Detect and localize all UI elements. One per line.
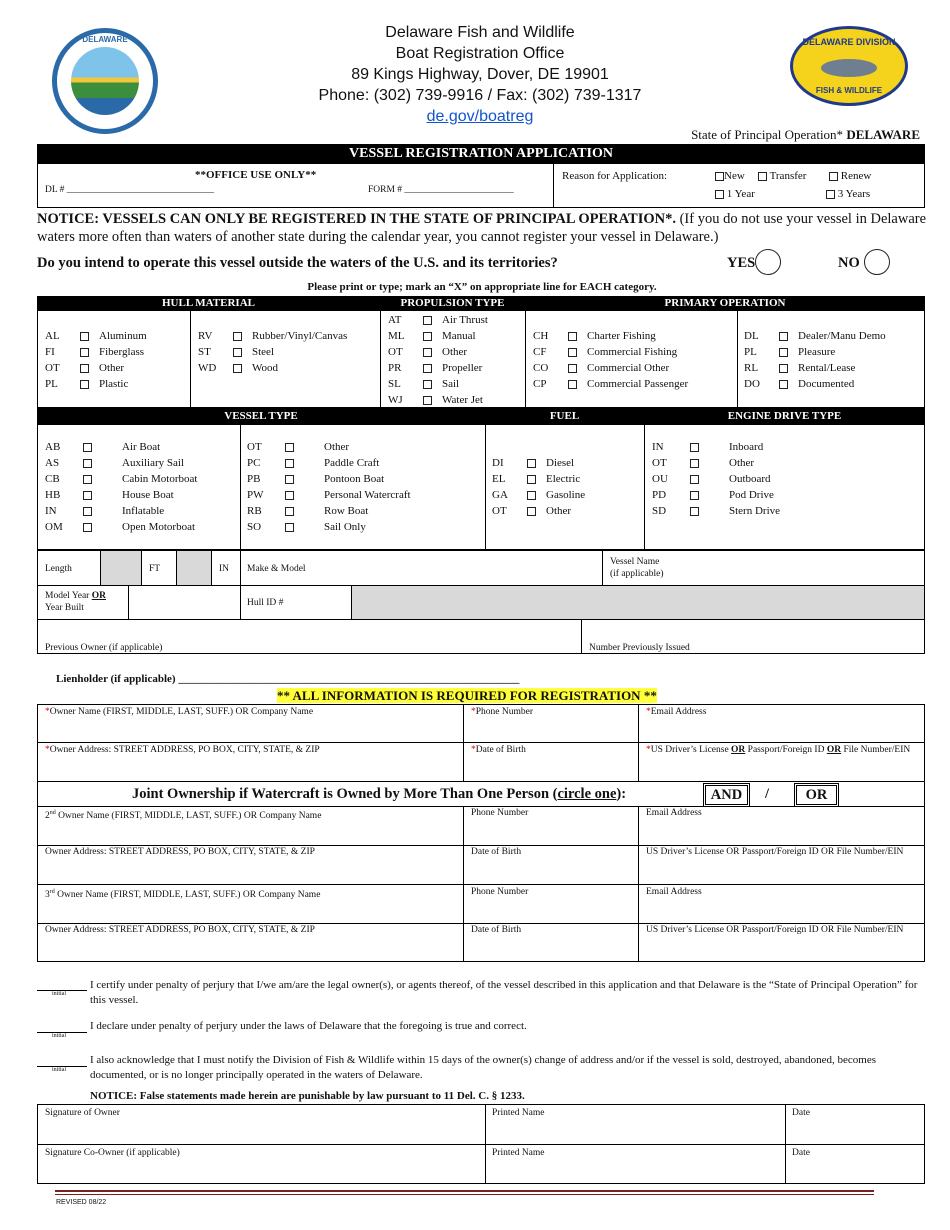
- reason-transfer[interactable]: Transfer: [758, 170, 806, 182]
- option-st[interactable]: ST Steel: [198, 346, 274, 358]
- option-ot[interactable]: OT Other: [45, 362, 125, 374]
- hull-id-input[interactable]: [351, 586, 924, 619]
- or-option[interactable]: OR: [794, 783, 839, 807]
- form-title: VESSEL REGISTRATION APPLICATION: [37, 144, 925, 164]
- in-label: IN: [219, 564, 230, 574]
- dl-field[interactable]: DL # _______________________________: [45, 185, 215, 195]
- checkbox-icon[interactable]: [715, 172, 724, 181]
- option-as[interactable]: AS Auxiliary Sail: [45, 457, 185, 469]
- option-pc[interactable]: PC Paddle Craft: [247, 457, 380, 469]
- checkbox-icon[interactable]: [285, 459, 294, 468]
- option-wd[interactable]: WD Wood: [198, 362, 279, 374]
- checkbox-icon[interactable]: [83, 523, 92, 532]
- operation-list-1: [533, 328, 688, 392]
- no-label: NO: [838, 255, 860, 271]
- owner-name-label: *Owner Name (FIRST, MIDDLE, LAST, SUFF.) OR Company Name: [45, 707, 314, 717]
- fish-icon: [821, 59, 877, 77]
- option-co[interactable]: CO Commercial Other: [533, 362, 670, 374]
- option-ml[interactable]: ML Manual: [388, 330, 476, 342]
- form-field[interactable]: FORM # _______________________: [368, 185, 514, 195]
- checkbox-icon[interactable]: [779, 364, 788, 373]
- checkbox-icon[interactable]: [423, 396, 432, 405]
- checkbox-icon[interactable]: [285, 523, 294, 532]
- initial-label-1: initial: [52, 991, 66, 997]
- declare-statement: I declare under penalty of perjury under the laws of Delaware that the foregoing is true and correct.: [90, 1020, 527, 1032]
- hull-list-2: [198, 328, 347, 376]
- owner3-license-label: US Driver’s License OR Passport/Foreign ID OR File Number/EIN: [646, 925, 904, 935]
- propulsion-header: PROPULSION TYPE: [380, 296, 525, 311]
- checkbox-icon[interactable]: [690, 459, 699, 468]
- initial-label-2: initial: [52, 1033, 66, 1039]
- engine-drive-header: ENGINE DRIVE TYPE: [644, 408, 925, 425]
- checkbox-icon[interactable]: [690, 491, 699, 500]
- office-use-title: **OFFICE USE ONLY**: [195, 169, 317, 181]
- revised-date: REVISED 08/22: [56, 1199, 107, 1206]
- checkbox-icon[interactable]: [690, 507, 699, 516]
- option-pb[interactable]: PB Pontoon Boat: [247, 473, 385, 485]
- previous-owner-label: Previous Owner (if applicable): [45, 643, 163, 653]
- checkbox-icon[interactable]: [829, 172, 838, 181]
- option-di[interactable]: DI Diesel: [492, 457, 575, 469]
- checkbox-icon[interactable]: [233, 332, 242, 341]
- engine-list: [652, 439, 780, 519]
- option-in[interactable]: IN Inflatable: [45, 505, 165, 517]
- reason-3-years[interactable]: 3 Years: [826, 188, 870, 200]
- checkbox-icon[interactable]: [233, 364, 242, 373]
- reason-renew[interactable]: Renew: [829, 170, 871, 182]
- owner2-address-label: Owner Address: STREET ADDRESS, PO BOX, CITY, STATE, & ZIP: [45, 847, 315, 857]
- required-banner: ** ALL INFORMATION IS REQUIRED FOR REGISTRATION **: [277, 688, 657, 703]
- coowner-signature-label[interactable]: Signature Co-Owner (if applicable): [45, 1148, 180, 1158]
- owner2-name-label: 2nd Owner Name (FIRST, MIDDLE, LAST, SUFF.) OR Company Name: [45, 810, 322, 822]
- checkbox-icon[interactable]: [285, 443, 294, 452]
- option-cb[interactable]: CB Cabin Motorboat: [45, 473, 198, 485]
- yes-circle[interactable]: [755, 249, 781, 275]
- no-circle[interactable]: [864, 249, 890, 275]
- checkbox-icon[interactable]: [715, 190, 724, 199]
- checkbox-icon[interactable]: [80, 348, 89, 357]
- checkbox-icon[interactable]: [779, 380, 788, 389]
- office-header: [280, 22, 680, 127]
- false-statement-notice: NOTICE: False statements made herein are punishable by law pursuant to 11 Del. C. § 1233.: [90, 1090, 525, 1102]
- option-ot[interactable]: OT Other: [247, 441, 350, 453]
- checkbox-icon[interactable]: [83, 459, 92, 468]
- checkbox-icon[interactable]: [527, 507, 536, 516]
- hull-material-header: HULL MATERIAL: [37, 296, 380, 311]
- checkbox-icon[interactable]: [527, 475, 536, 484]
- boatreg-link[interactable]: de.gov/boatreg: [426, 108, 534, 125]
- option-pd[interactable]: PD Pod Drive: [652, 489, 774, 501]
- checkbox-icon[interactable]: [568, 380, 577, 389]
- vessel-type-list-2: [247, 439, 411, 535]
- option-fi[interactable]: FI Fiberglass: [45, 346, 145, 358]
- fuel-header: FUEL: [485, 408, 644, 425]
- option-sd[interactable]: SD Stern Drive: [652, 505, 781, 517]
- owner2-dob-label: Date of Birth: [471, 847, 522, 857]
- checkbox-icon[interactable]: [779, 332, 788, 341]
- checkbox-icon[interactable]: [758, 172, 767, 181]
- option-wj[interactable]: WJ Water Jet: [388, 394, 483, 406]
- checkbox-icon[interactable]: [83, 443, 92, 452]
- option-sl[interactable]: SL Sail: [388, 378, 460, 390]
- checkbox-icon[interactable]: [233, 348, 242, 357]
- yes-label: YES: [727, 255, 756, 271]
- option-pl[interactable]: PL Pleasure: [744, 346, 836, 358]
- option-ot[interactable]: OT Other: [652, 457, 755, 469]
- notice: NOTICE: VESSELS CAN ONLY BE REGISTERED IN THE STATE OF PRINCIPAL OPERATION*. (If you do not use your vessel in Delaware waters more often than waters of another state during the calendar year, you cannot register your vessel in Delaware.): [37, 211, 927, 245]
- checkbox-icon[interactable]: [80, 332, 89, 341]
- length-in-input[interactable]: [176, 551, 211, 585]
- checkbox-icon[interactable]: [527, 491, 536, 500]
- make-model-label: Make & Model: [247, 564, 306, 574]
- checkbox-icon[interactable]: [285, 475, 294, 484]
- checkbox-icon[interactable]: [423, 332, 432, 341]
- owner-dob-label: *Date of Birth: [471, 745, 526, 755]
- fuel-list: [492, 455, 585, 519]
- option-cp[interactable]: CP Commercial Passenger: [533, 378, 689, 390]
- checkbox-icon[interactable]: [826, 190, 835, 199]
- checkbox-icon[interactable]: [568, 348, 577, 357]
- hull-id-label: Hull ID #: [247, 598, 284, 608]
- checkbox-icon[interactable]: [285, 507, 294, 516]
- initial-label-3: initial: [52, 1067, 66, 1073]
- option-dl[interactable]: DL Dealer/Manu Demo: [744, 330, 886, 342]
- office-name: Boat Registration Office: [395, 45, 565, 62]
- checkbox-icon[interactable]: [83, 491, 92, 500]
- option-ga[interactable]: GA Gasoline: [492, 489, 586, 501]
- option-pl[interactable]: PL Plastic: [45, 378, 129, 390]
- joint-ownership: Joint Ownership if Watercraft is Owned by More Than One Person (circle one):: [132, 786, 627, 802]
- propulsion-list: [388, 312, 488, 408]
- checkbox-icon[interactable]: [568, 332, 577, 341]
- fish-wildlife-logo: [790, 26, 908, 106]
- seal-landscape-icon: [71, 47, 139, 115]
- checkbox-icon[interactable]: [423, 380, 432, 389]
- vessel-name-label: Vessel Name (if applicable): [610, 557, 664, 579]
- logo-bottom-text: FISH & WILDLIFE: [815, 86, 883, 95]
- option-al[interactable]: AL Aluminum: [45, 330, 147, 342]
- operation-list-2: [744, 328, 886, 392]
- option-in[interactable]: IN Inboard: [652, 441, 764, 453]
- length-label: Length: [45, 564, 72, 574]
- checkbox-icon[interactable]: [568, 364, 577, 373]
- footer-rule: [55, 1190, 874, 1195]
- and-option[interactable]: AND: [703, 783, 750, 807]
- hull-list: [45, 328, 147, 392]
- ft-label: FT: [149, 564, 161, 574]
- length-ft-input[interactable]: [100, 551, 141, 585]
- owner3-address-label: Owner Address: STREET ADDRESS, PO BOX, CITY, STATE, & ZIP: [45, 925, 315, 935]
- office-phone: Phone: (302) 739-9916 / Fax: (302) 739-1317: [318, 87, 642, 104]
- office-address: 89 Kings Highway, Dover, DE 19901: [351, 66, 609, 83]
- owner-phone-label: *Phone Number: [471, 707, 534, 717]
- option-at[interactable]: AT Air Thrust: [388, 314, 488, 326]
- vessel-type-header: VESSEL TYPE: [37, 408, 485, 425]
- checkbox-icon[interactable]: [690, 443, 699, 452]
- option-ot[interactable]: OT Other: [388, 346, 468, 358]
- owner2-license-label: US Driver’s License OR Passport/Foreign ID OR File Number/EIN: [646, 847, 904, 857]
- slash-separator: /: [765, 786, 770, 802]
- checkbox-icon[interactable]: [690, 475, 699, 484]
- owner-address-label: *Owner Address: STREET ADDRESS, PO BOX, CITY, STATE, & ZIP: [45, 745, 320, 755]
- option-pw[interactable]: PW Personal Watercraft: [247, 489, 411, 501]
- owner3-dob-label: Date of Birth: [471, 925, 522, 935]
- checkbox-icon[interactable]: [423, 364, 432, 373]
- checkbox-icon[interactable]: [83, 507, 92, 516]
- option-rv[interactable]: RV Rubber/Vinyl/Canvas: [198, 330, 348, 342]
- checkbox-icon[interactable]: [83, 475, 92, 484]
- logo-top-text: DELAWARE DIVISION: [802, 37, 896, 47]
- owner-license-label: *US Driver’s License OR Passport/Foreign ID OR File Number/EIN: [646, 745, 911, 755]
- reason-label: Reason for Application:: [562, 170, 668, 182]
- owner2-phone-label: Phone Number: [471, 808, 529, 818]
- option-rl[interactable]: RL Rental/Lease: [744, 362, 856, 374]
- model-year-label: Model Year OR Year Built: [45, 591, 106, 613]
- owner-signature-label[interactable]: Signature of Owner: [45, 1108, 120, 1118]
- option-ch[interactable]: CH Charter Fishing: [533, 330, 656, 342]
- option-rb[interactable]: RB Row Boat: [247, 505, 369, 517]
- coowner-printed-name-label[interactable]: Printed Name: [492, 1148, 545, 1158]
- org-name: Delaware Fish and Wildlife: [385, 24, 575, 41]
- coowner-date-label[interactable]: Date: [792, 1148, 810, 1158]
- option-pr[interactable]: PR Propeller: [388, 362, 483, 374]
- checkbox-icon[interactable]: [423, 348, 432, 357]
- checkbox-icon[interactable]: [779, 348, 788, 357]
- date-label[interactable]: Date: [792, 1108, 810, 1118]
- option-so[interactable]: SO Sail Only: [247, 521, 366, 533]
- owner3-phone-label: Phone Number: [471, 887, 529, 897]
- checkbox-icon[interactable]: [423, 316, 432, 325]
- owner3-email-label: Email Address: [646, 887, 702, 897]
- owner3-name-label: 3rd Owner Name (FIRST, MIDDLE, LAST, SUFF.) OR Company Name: [45, 889, 321, 901]
- option-ot[interactable]: OT Other: [492, 505, 572, 517]
- option-ou[interactable]: OU Outboard: [652, 473, 771, 485]
- certify-statement: I certify under penalty of perjury that I/we am/are the legal owner(s), or agents thereof, of the vessel described in this application and that Delaware is the “State of Principal Operation” for this vessel.: [90, 979, 918, 1006]
- primary-operation-header: PRIMARY OPERATION: [525, 296, 925, 311]
- acknowledge-statement: I also acknowledge that I must notify the Division of Fish & Wildlife within 15 days of the owner(s) change of address and/or if the vessel is sold, destroyed, abandoned, becomes documented, or is no longer principally operated in the waters of Delaware.: [90, 1054, 876, 1081]
- checkbox-icon[interactable]: [527, 459, 536, 468]
- checkbox-icon[interactable]: [80, 364, 89, 373]
- owner2-email-label: Email Address: [646, 808, 702, 818]
- checkbox-icon[interactable]: [80, 380, 89, 389]
- option-cf[interactable]: CF Commercial Fishing: [533, 346, 678, 358]
- vessel-type-list-1: [45, 439, 197, 535]
- outside-us-question: Do you intend to operate this vessel outside the waters of the U.S. and its territories?: [37, 255, 558, 271]
- number-previously-issued-label: Number Previously Issued: [589, 643, 690, 653]
- lienholder-field[interactable]: Lienholder (if applicable) ______________________________________________________________: [56, 673, 520, 685]
- instructions: Please print or type; mark an “X” on appropriate line for EACH category.: [307, 281, 657, 293]
- option-do[interactable]: DO Documented: [744, 378, 855, 390]
- checkbox-icon[interactable]: [285, 491, 294, 500]
- option-el[interactable]: EL Electric: [492, 473, 581, 485]
- printed-name-label[interactable]: Printed Name: [492, 1108, 545, 1118]
- dnrec-seal: [52, 28, 158, 134]
- reason-1-year[interactable]: 1 Year: [715, 188, 755, 200]
- owner-email-label: *Email Address: [646, 707, 707, 717]
- option-ab[interactable]: AB Air Boat: [45, 441, 161, 453]
- state-of-operation: State of Principal Operation* DELAWARE: [691, 127, 920, 142]
- option-hb[interactable]: HB House Boat: [45, 489, 174, 501]
- reason-new[interactable]: New: [715, 170, 745, 182]
- seal-top-text: DELAWARE: [82, 35, 128, 44]
- option-om[interactable]: OM Open Motorboat: [45, 521, 196, 533]
